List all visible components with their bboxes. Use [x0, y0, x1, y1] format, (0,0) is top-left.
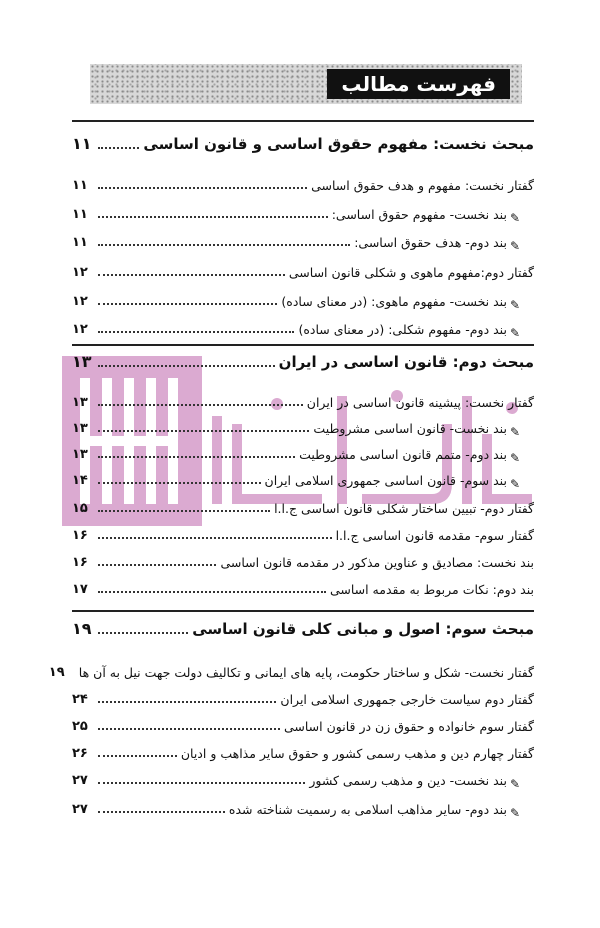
page-number: ۲۷ — [72, 802, 88, 817]
page-title: فهرست مطالب — [327, 69, 510, 99]
page-number: ۱۷ — [72, 582, 88, 597]
leader-dots — [98, 146, 139, 149]
leader-dots — [98, 781, 305, 784]
entry-label: بند نخست- مفهوم ماهوی: (در معنای ساده) — [281, 294, 507, 309]
toc-entry[interactable] — [72, 437, 534, 465]
section-row[interactable] — [72, 613, 534, 641]
page-number: ۱۲ — [72, 265, 88, 280]
page-number: ۱۱ — [72, 235, 88, 250]
leader-dots — [98, 302, 277, 305]
leader-dots — [98, 536, 332, 539]
toc-entry[interactable] — [72, 709, 534, 737]
page-number: ۱۹ — [48, 665, 65, 680]
page-number: ۲۴ — [72, 692, 88, 707]
leader-dots — [98, 186, 307, 189]
page-number: ۱۲ — [72, 322, 88, 337]
toc-entry[interactable] — [72, 168, 534, 196]
leader-dots — [98, 243, 350, 246]
page-number: ۱۱ — [72, 134, 92, 153]
entry-label: بند نخست- قانون اساسی مشروطیت — [313, 421, 507, 436]
pencil-icon: ✎ — [509, 298, 520, 312]
entry-label: گفتار دوم:مفهوم ماهوی و شکلی قانون اساسی — [288, 265, 534, 280]
leader-dots — [98, 429, 309, 432]
page-number: ۱۶ — [72, 528, 88, 543]
toc-entry[interactable] — [72, 312, 534, 340]
entry-label: گفتار سوم خانواده و حقوق زن در قانون اساسی — [283, 719, 534, 734]
entry-label: بند دوم- مفهوم شکلی: (در معنای ساده) — [298, 322, 507, 337]
toc-entry[interactable] — [72, 197, 534, 225]
leader-dots — [98, 403, 303, 406]
pencil-icon: ✎ — [509, 425, 520, 439]
leader-dots — [98, 810, 225, 813]
divider — [72, 610, 534, 612]
page-number: ۱۱ — [72, 207, 88, 222]
entry-label: گفتار نخست- شکل و ساختار حکومت، پایه های ایمانی و تکالیف دولت جهت نیل به آن ها — [78, 665, 534, 680]
toc-entry[interactable] — [72, 682, 534, 710]
leader-dots — [98, 700, 276, 703]
leader-dots — [98, 727, 280, 730]
page-number: ۱۳ — [72, 395, 88, 410]
entry-label: بند نخست: مصادیق و عناوین مذکور در مقدمه قانون اساسی — [220, 555, 534, 570]
entry-label: گفتار نخست: پیشینه قانون اساسی در ایران — [306, 395, 534, 410]
toc-entry[interactable] — [72, 491, 534, 519]
pencil-icon: ✎ — [509, 326, 520, 340]
pencil-icon: ✎ — [509, 239, 520, 253]
section-row[interactable] — [72, 346, 534, 374]
toc-entry[interactable] — [72, 792, 534, 820]
section-title: مبحث سوم: اصول و مبانی کلی قانون اساسی — [192, 620, 534, 638]
entry-label: بند نخست- مفهوم حقوق اساسی: — [331, 207, 507, 222]
leader-dots — [98, 754, 177, 757]
page-number: ۲۵ — [72, 719, 88, 734]
entry-label: گفتار نخست: مفهوم و هدف حقوق اساسی — [311, 178, 534, 193]
toc-entry[interactable] — [72, 411, 534, 439]
page-number: ۱۶ — [72, 555, 88, 570]
page-number: ۱۲ — [72, 294, 88, 309]
pencil-icon: ✎ — [509, 477, 520, 491]
leader-dots — [98, 481, 261, 484]
page-number: ۲۶ — [72, 746, 88, 761]
toc-entry[interactable] — [72, 385, 534, 413]
entry-label: بند دوم- هدف حقوق اساسی: — [354, 235, 507, 250]
leader-dots — [98, 364, 275, 367]
entry-label: بند دوم- متمم قانون اساسی مشروطیت — [299, 447, 507, 462]
page-number: ۱۹ — [72, 619, 92, 638]
pencil-icon: ✎ — [509, 451, 520, 465]
toc-entry[interactable] — [72, 763, 534, 791]
leader-dots — [98, 563, 216, 566]
leader-dots — [98, 509, 270, 512]
pencil-icon: ✎ — [509, 777, 520, 791]
entry-label: بند دوم- سایر مذاهب اسلامی به رسمیت شناخته شده — [228, 802, 507, 817]
leader-dots — [98, 215, 328, 218]
leader-dots — [98, 330, 294, 333]
pencil-icon: ✎ — [509, 211, 520, 225]
toc-entry[interactable] — [48, 655, 534, 683]
leader-dots — [98, 273, 285, 276]
section-title: مبحث دوم: قانون اساسی در ایران — [278, 353, 534, 371]
entry-label: بند دوم: نکات مربوط به مقدمه اساسی — [329, 582, 534, 597]
section-title: مبحث نخست: مفهوم حقوق اساسی و قانون اساسی — [143, 135, 534, 153]
toc-entry[interactable] — [72, 736, 534, 764]
page-number: ۱۳ — [72, 421, 88, 436]
entry-label: بند نخست- دین و مذهب رسمی کشور — [309, 773, 507, 788]
toc-entry[interactable] — [72, 545, 534, 573]
entry-label: گفتار دوم- تبیین ساختار شکلی قانون اساسی ج.ا.ا — [274, 501, 534, 516]
entry-label: بند سوم- قانون اساسی جمهوری اسلامی ایران — [264, 473, 507, 488]
entry-label: گفتار دوم سیاست خارجی جمهوری اسلامی ایران — [280, 692, 534, 707]
toc-entry[interactable] — [72, 284, 534, 312]
entry-label: گفتار چهارم دین و مذهب رسمی کشور و حقوق سایر مذاهب و ادیان — [180, 746, 534, 761]
toc-entry[interactable] — [72, 225, 534, 253]
leader-dots — [98, 455, 295, 458]
page-number: ۱۳ — [72, 447, 88, 462]
header-banner — [90, 64, 522, 104]
section-row[interactable] — [72, 128, 534, 156]
divider — [72, 120, 534, 122]
toc-entry[interactable] — [72, 255, 534, 283]
toc-entry[interactable] — [72, 518, 534, 546]
page-number: ۱۱ — [72, 178, 88, 193]
leader-dots — [98, 590, 326, 593]
pencil-icon: ✎ — [509, 806, 520, 820]
toc-entry[interactable] — [72, 463, 534, 491]
toc-entry[interactable] — [72, 572, 534, 600]
leader-dots — [98, 631, 188, 634]
entry-label: گفتار سوم- مقدمه قانون اساسی ج.ا.ا — [335, 528, 534, 543]
page-number: ۱۳ — [72, 352, 92, 371]
page-number: ۱۵ — [72, 501, 88, 516]
page-number: ۲۷ — [72, 773, 88, 788]
page-number: ۱۴ — [72, 473, 88, 488]
